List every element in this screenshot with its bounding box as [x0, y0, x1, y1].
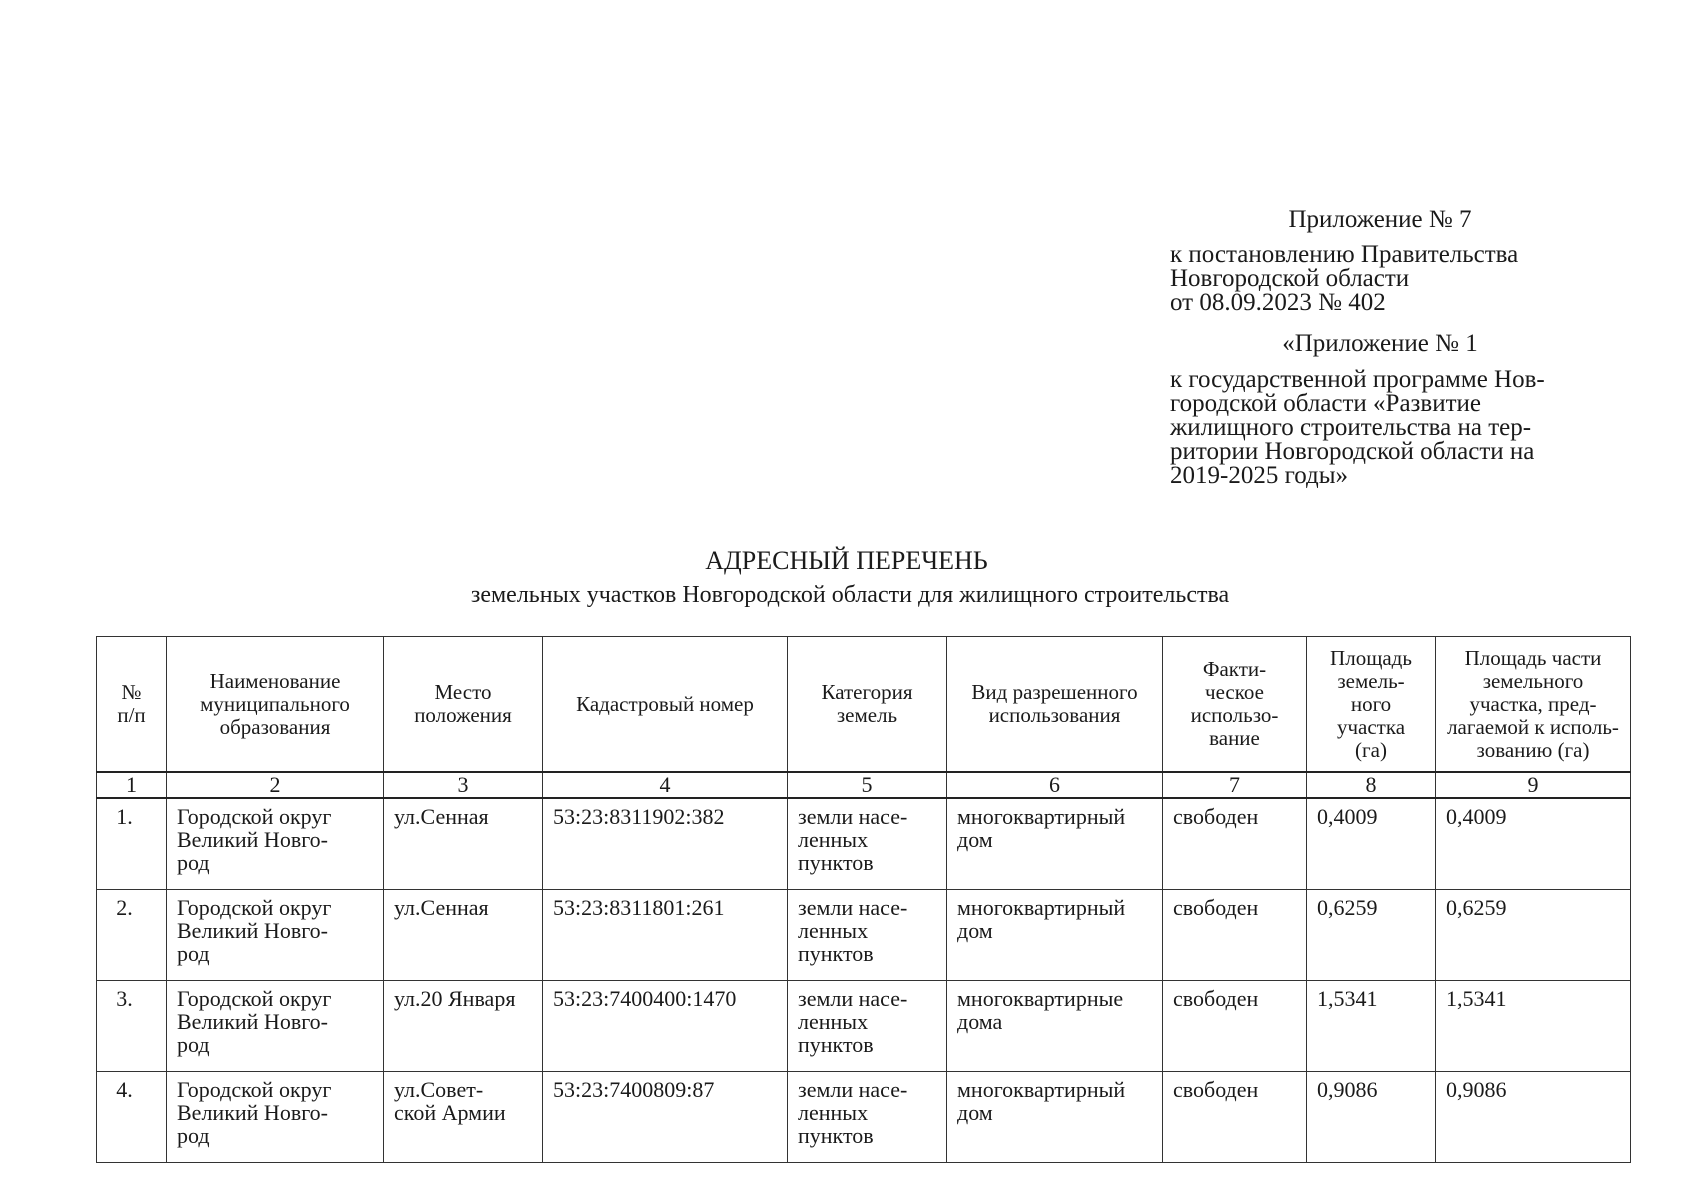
document-heading: АДРЕСНЫЙ ПЕРЕЧЕНЬ [705, 546, 988, 575]
area-cell: 0,9086 [1307, 1072, 1436, 1163]
appendix-title: Приложение № 7 [1288, 206, 1472, 233]
table-header-row [97, 637, 1631, 773]
column-number: 8 [1307, 772, 1436, 798]
municipality-cell: Городской округ Великий Новго- род [167, 1072, 384, 1163]
location-cell: ул.Сенная [384, 798, 543, 890]
municipality-cell: Городской округ Великий Новго- род [167, 798, 384, 890]
column-number-row [97, 772, 1631, 798]
land-category-cell: земли насе- ленных пунктов [788, 981, 947, 1072]
header-cell: Наименование муниципального образования [167, 637, 384, 773]
appendix-line: Новгородской области [1170, 265, 1410, 292]
permitted-use-cell: многоквартирный дом [947, 1072, 1163, 1163]
appendix-reference [1170, 243, 1610, 315]
area-part-cell: 1,5341 [1436, 981, 1631, 1072]
column-number: 6 [947, 772, 1163, 798]
location-cell: ул.Совет- ской Армии [384, 1072, 543, 1163]
row-number: 4. [97, 1072, 167, 1163]
header-cell: Факти- ческое использо- вание [1163, 637, 1307, 773]
header-cell: Площадь части земельного участка, пред- лагаемой к исполь- зованию (га) [1436, 637, 1631, 773]
column-number: 9 [1436, 772, 1631, 798]
permitted-use-cell: многоквартирный дом [947, 890, 1163, 981]
area-cell: 0,6259 [1307, 890, 1436, 981]
program-line: городской области «Развитие [1170, 390, 1482, 417]
municipality-cell: Городской округ Великий Новго- род [167, 981, 384, 1072]
area-part-cell: 0,4009 [1436, 798, 1631, 890]
document-subheading: земельных участков Новгородской области для жилищного строительства [470, 582, 1230, 608]
table-row [97, 890, 1631, 981]
table-row [97, 1072, 1631, 1163]
permitted-use-cell: многоквартирный дом [947, 798, 1163, 890]
permitted-use-cell: многоквартирные дома [947, 981, 1163, 1072]
actual-use-cell: свободен [1163, 798, 1307, 890]
header-cell: Кадастровый номер [543, 637, 788, 773]
actual-use-cell: свободен [1163, 1072, 1307, 1163]
header-cell: Место положения [384, 637, 543, 773]
column-number: 1 [97, 772, 167, 798]
cadastral-number-cell: 53:23:7400809:87 [543, 1072, 788, 1163]
header-cell: Вид разрешенного использования [947, 637, 1163, 773]
row-number: 1. [97, 798, 167, 890]
program-reference [1170, 368, 1610, 488]
column-number: 4 [543, 772, 788, 798]
header-cell: № п/п [97, 637, 167, 773]
program-line: жилищного строительства на тер- [1170, 414, 1532, 441]
cadastral-number-cell: 53:23:8311801:261 [543, 890, 788, 981]
program-appendix-title: «Приложение № 1 [1282, 330, 1478, 357]
column-number: 5 [788, 772, 947, 798]
header-cell: Площадь земель- ного участка (га) [1307, 637, 1436, 773]
land-category-cell: земли насе- ленных пунктов [788, 1072, 947, 1163]
municipality-cell: Городской округ Великий Новго- род [167, 890, 384, 981]
program-line: 2019-2025 годы» [1170, 462, 1349, 489]
actual-use-cell: свободен [1163, 890, 1307, 981]
area-part-cell: 0,9086 [1436, 1072, 1631, 1163]
land-category-cell: земли насе- ленных пунктов [788, 798, 947, 890]
area-part-cell: 0,6259 [1436, 890, 1631, 981]
column-number: 3 [384, 772, 543, 798]
appendix-line: к постановлению Правительства [1170, 241, 1519, 268]
row-number: 3. [97, 981, 167, 1072]
area-cell: 0,4009 [1307, 798, 1436, 890]
actual-use-cell: свободен [1163, 981, 1307, 1072]
cadastral-number-cell: 53:23:7400400:1470 [543, 981, 788, 1072]
row-number: 2. [97, 890, 167, 981]
column-number: 7 [1163, 772, 1307, 798]
column-number: 2 [167, 772, 384, 798]
location-cell: ул.Сенная [384, 890, 543, 981]
table-row [97, 798, 1631, 890]
land-category-cell: земли насе- ленных пунктов [788, 890, 947, 981]
cadastral-number-cell: 53:23:8311902:382 [543, 798, 788, 890]
appendix-date-line: от 08.09.2023 № 402 [1170, 289, 1386, 316]
area-cell: 1,5341 [1307, 981, 1436, 1072]
header-cell: Категория земель [788, 637, 947, 773]
program-line: к государственной программе Нов- [1170, 366, 1545, 393]
table-row [97, 981, 1631, 1072]
location-cell: ул.20 Января [384, 981, 543, 1072]
program-line: ритории Новгородской области на [1170, 438, 1535, 465]
land-plots-table [96, 636, 1631, 1163]
appendix-block [1170, 208, 1610, 488]
